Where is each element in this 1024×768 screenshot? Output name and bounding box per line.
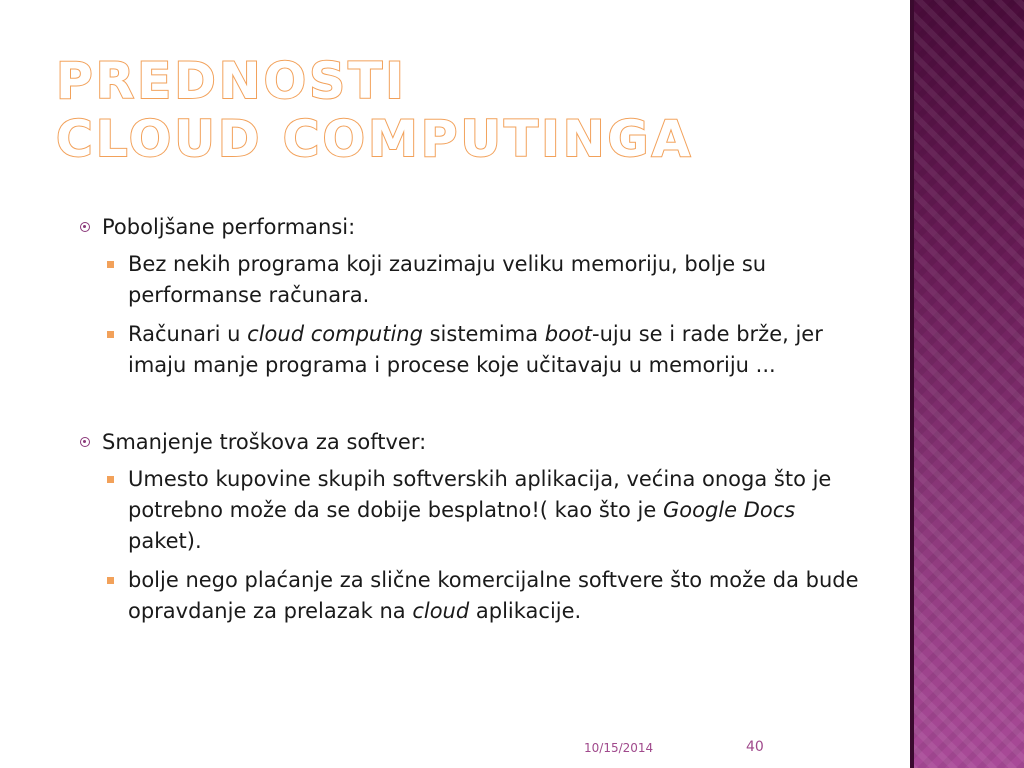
list-item-text: bolje nego plaćanje za slične komercijalne softvere što može da bude opravdanje za prelazak na [128, 568, 859, 623]
list-item-text: Računari u [128, 322, 248, 346]
italic-term: Google Docs [663, 498, 796, 522]
section-heading-text: Smanjenje troškova za softver: [102, 430, 427, 454]
title-line-2: CLOUD COMPUTINGA [56, 110, 694, 168]
slide-title [56, 52, 693, 168]
circle-bullet-icon [80, 437, 90, 447]
circle-bullet-icon [80, 222, 90, 232]
list-item-text: Bez nekih programa koji zauzimaju veliku memoriju, bolje su performanse računara. [128, 252, 767, 307]
italic-term: cloud [412, 599, 470, 623]
slide-number: 40 [746, 739, 764, 755]
list-item-text: sistemima [422, 322, 545, 346]
list-item-text: -uju se i rade brže, jer imaju manje programa i procese koje učitavaju u memoriju ... [128, 322, 823, 377]
square-bullet-icon [107, 577, 114, 584]
list-item [72, 319, 872, 381]
decorative-side-band [910, 0, 1024, 768]
slide-body [72, 212, 872, 635]
list-item [72, 249, 872, 311]
italic-term: cloud computing [247, 322, 423, 346]
section-heading [72, 427, 872, 458]
list-item [72, 464, 872, 557]
list-item-text: aplikacije. [469, 599, 582, 623]
title-line-1: PREDNOSTI [56, 52, 407, 110]
list-item-text: Umesto kupovine skupih softverskih aplikacija, većina onoga što je potrebno može da se dobije besplatno!( kao što je [128, 467, 832, 522]
square-bullet-icon [107, 476, 114, 483]
italic-term: boot [544, 322, 593, 346]
section-heading-text: Poboljšane performansi: [102, 215, 356, 239]
square-bullet-icon [107, 331, 114, 338]
section-heading [72, 212, 872, 243]
square-bullet-icon [107, 261, 114, 268]
spacer [72, 389, 872, 427]
list-item [72, 565, 872, 627]
footer-date: 10/15/2014 [584, 741, 654, 755]
list-item-text: paket). [128, 529, 202, 553]
